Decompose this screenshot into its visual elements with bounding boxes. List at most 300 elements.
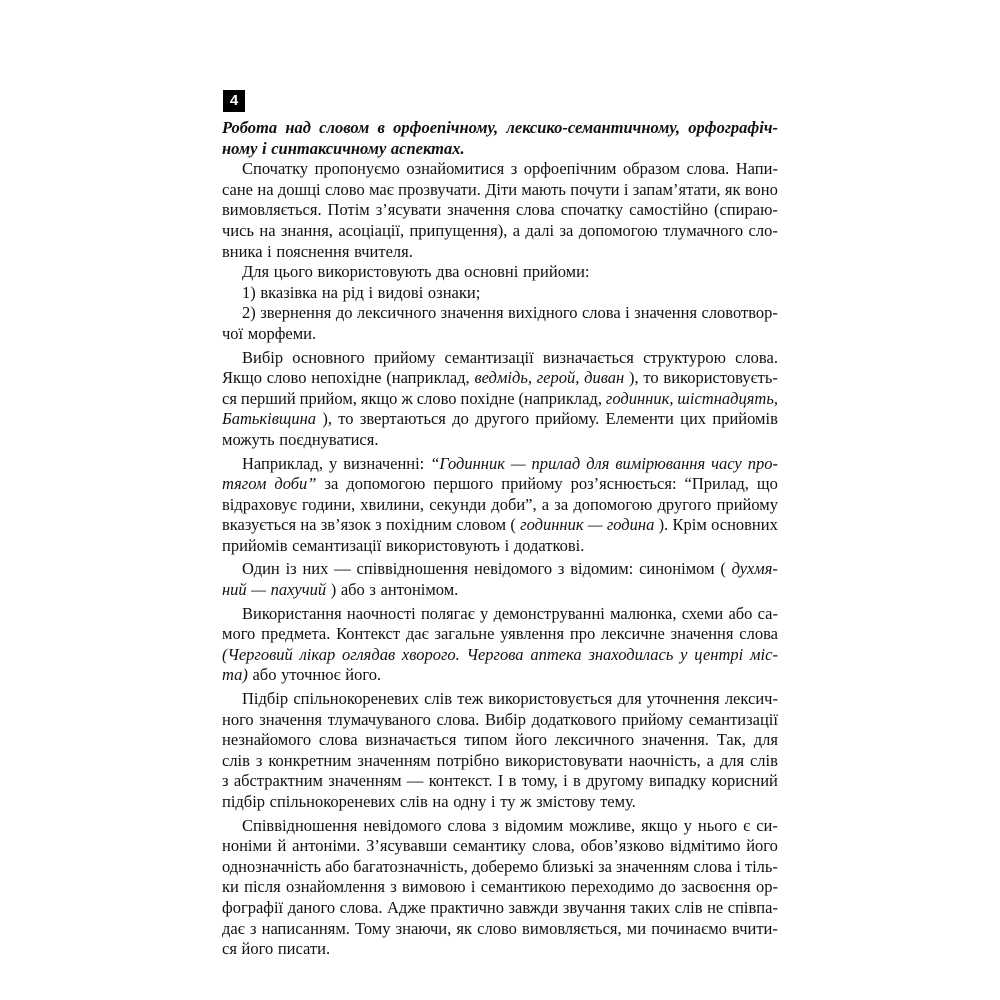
- word: додаткові.: [513, 535, 585, 555]
- word: полягає: [420, 603, 475, 623]
- heading-line: [222, 139, 778, 160]
- word: значення: [440, 303, 504, 323]
- word: до: [659, 877, 676, 897]
- word: знаючи,: [395, 918, 452, 938]
- word: малюнка,: [610, 603, 677, 623]
- word: воно: [744, 179, 778, 199]
- word: або: [252, 665, 277, 685]
- word: є: [743, 815, 751, 835]
- word: відомим:: [570, 559, 634, 579]
- word: ведмідь,: [474, 368, 532, 388]
- paragraph-line: [222, 368, 778, 389]
- word: вимірювання: [615, 453, 706, 473]
- word: для: [719, 750, 745, 770]
- word: типом: [464, 730, 508, 750]
- word: ки: [222, 877, 239, 897]
- word: Крім: [672, 515, 707, 535]
- word: наочності: [346, 603, 416, 623]
- word: цього: [273, 262, 313, 282]
- word: на: [432, 792, 449, 811]
- word: 1): [242, 282, 256, 302]
- word: у: [680, 644, 688, 664]
- word: предмета.: [261, 624, 331, 644]
- word: Вибір: [242, 347, 284, 367]
- paragraph-line: [222, 283, 778, 304]
- word: уточнює: [281, 665, 341, 685]
- word: другому: [586, 771, 644, 791]
- word: з: [390, 877, 397, 897]
- word: диван: [584, 368, 625, 388]
- word: використовувати: [505, 750, 623, 770]
- word: його: [241, 939, 274, 959]
- heading-line: [222, 118, 778, 139]
- word: знання,: [280, 220, 333, 240]
- word: співвідношення: [356, 559, 469, 579]
- word: як: [456, 918, 473, 938]
- word: вихідного: [508, 303, 578, 323]
- word: має: [369, 179, 394, 199]
- word: —: [510, 453, 526, 473]
- word: багатозначність,: [353, 856, 468, 876]
- word: слова.: [436, 709, 480, 729]
- word: і: [267, 241, 272, 261]
- word: годинник,: [605, 388, 674, 408]
- word: семантикою: [480, 877, 566, 897]
- word: орфоепічному,: [393, 118, 499, 137]
- word: пояснення: [276, 241, 350, 261]
- paragraph-line: [222, 180, 778, 201]
- word: можливе,: [569, 815, 636, 835]
- paragraph-line: [222, 348, 778, 369]
- word: основного: [292, 347, 365, 367]
- word: абстрактним: [233, 771, 323, 791]
- word: структурою: [643, 347, 726, 367]
- paragraph-line: [222, 454, 778, 475]
- word: слова,: [531, 836, 575, 856]
- word: слів: [674, 897, 703, 917]
- word: сане: [222, 179, 254, 199]
- word: вимовою: [402, 877, 466, 897]
- word: ся: [222, 939, 237, 959]
- word: Робота: [222, 118, 278, 137]
- word: слова.: [735, 347, 778, 367]
- word: година: [606, 515, 655, 535]
- word: мають: [521, 179, 566, 199]
- word: непохідне: [311, 368, 382, 388]
- word: Якщо: [222, 368, 262, 388]
- word: прийому: [501, 474, 563, 494]
- paragraph-line: [222, 604, 778, 625]
- word: антоніми.: [292, 836, 361, 856]
- word: образом: [622, 159, 680, 179]
- word: додаткового: [531, 709, 617, 729]
- word: використовуєть-: [663, 368, 778, 388]
- word: годинник: [520, 515, 584, 535]
- paragraph-line: [222, 645, 778, 666]
- word: слово: [477, 918, 517, 938]
- word: хворого.: [401, 644, 460, 664]
- word: значення: [447, 200, 511, 220]
- word: контекст.: [428, 771, 493, 791]
- word: а: [512, 220, 521, 240]
- word: або: [340, 580, 365, 600]
- word: нього: [697, 815, 738, 835]
- word: звертаються: [359, 409, 446, 429]
- word: лікар: [299, 644, 336, 664]
- word: відомим: [504, 815, 564, 835]
- word: зв’язок: [320, 515, 371, 535]
- word: для: [586, 453, 610, 473]
- word: прийому.: [535, 409, 600, 429]
- word: спільнокореневих: [269, 792, 396, 811]
- word: духмя-: [731, 559, 778, 579]
- word: демонструванні: [493, 603, 605, 623]
- paragraph-line: [222, 159, 778, 180]
- word: співпа-: [727, 897, 778, 917]
- word: дає: [222, 918, 245, 938]
- word: антонімом.: [380, 580, 459, 600]
- word: доби”: [274, 474, 317, 494]
- word: якщо: [641, 815, 678, 835]
- word: прилад: [531, 453, 581, 473]
- page-body-text: [222, 118, 778, 960]
- word: а: [541, 494, 550, 514]
- word: і: [736, 856, 741, 876]
- word: поєднуватися.: [279, 429, 379, 449]
- word: в: [508, 771, 517, 791]
- word: ),: [322, 409, 332, 429]
- word: З’ясувавши: [366, 836, 448, 856]
- word: до: [452, 409, 469, 429]
- word: спільнокореневих: [293, 689, 419, 709]
- word: асоціації,: [338, 220, 405, 240]
- word: цих: [680, 409, 707, 429]
- word: прийому: [716, 494, 778, 514]
- word: можуть: [222, 429, 275, 449]
- word: семантизації: [292, 535, 382, 555]
- word: уточнення: [646, 689, 720, 709]
- word: семантику: [452, 836, 527, 856]
- word: Підбір: [242, 689, 289, 709]
- word: Наприклад,: [242, 453, 324, 473]
- word: припущення),: [409, 220, 508, 240]
- word: доби”,: [491, 494, 537, 514]
- word: писати.: [277, 939, 331, 959]
- word: Використання: [242, 603, 342, 623]
- paragraph-line: [222, 877, 778, 898]
- word: Вибір: [484, 709, 527, 729]
- word: його.: [345, 665, 382, 685]
- paragraph-line: [222, 857, 778, 878]
- word: тягом: [222, 474, 267, 494]
- word: —: [334, 559, 351, 579]
- word: другого: [475, 409, 530, 429]
- word: шістнадцять,: [677, 388, 778, 408]
- word: відмітимо: [669, 836, 741, 856]
- word: і: [623, 179, 629, 199]
- word: (: [510, 515, 516, 535]
- paragraph-line: [222, 262, 778, 283]
- word: в: [572, 771, 581, 791]
- word: й: [277, 836, 287, 856]
- word: години,: [301, 494, 356, 514]
- word: ор-: [755, 877, 778, 897]
- word: змістову: [536, 792, 596, 811]
- paragraph-line: [222, 221, 778, 242]
- word: однозначність: [222, 856, 322, 876]
- word: що: [756, 474, 778, 494]
- word: Батьківщина: [222, 409, 317, 429]
- word: завжди: [508, 897, 559, 917]
- paragraph-line: [222, 730, 778, 751]
- paragraph-line: [222, 689, 778, 710]
- word: у: [328, 453, 338, 473]
- word: з: [492, 815, 499, 835]
- word: значення: [259, 709, 323, 729]
- word: його: [515, 730, 547, 750]
- word: Потім: [327, 200, 370, 220]
- word: до: [335, 303, 353, 323]
- word: перший: [240, 388, 296, 408]
- word: у: [683, 815, 692, 835]
- word: схеми: [681, 603, 724, 623]
- word: переходимо: [571, 877, 654, 897]
- word: з’ясувати: [375, 200, 442, 220]
- word: для: [753, 730, 778, 750]
- word: випадку: [649, 771, 707, 791]
- word: “Прилад,: [684, 474, 749, 494]
- word: вимовляється.: [222, 200, 322, 220]
- word: орфоепічним: [523, 159, 617, 179]
- word: самостійно: [629, 200, 709, 220]
- word: ми: [626, 918, 647, 938]
- word: невідомого: [363, 815, 442, 835]
- word: звернення: [260, 303, 332, 323]
- word: з: [222, 771, 229, 791]
- word: прийоми:: [522, 262, 590, 282]
- word: прийом,: [299, 388, 357, 408]
- word: (: [720, 559, 726, 579]
- word: дає: [405, 624, 429, 644]
- word: основних: [711, 515, 778, 535]
- word: для: [617, 689, 642, 709]
- word: в: [377, 118, 385, 137]
- word: конкретним: [268, 750, 352, 770]
- word: вника: [222, 241, 263, 261]
- word: тлумачного: [663, 220, 744, 240]
- word: похідне: [460, 388, 515, 408]
- word: чої: [222, 323, 244, 343]
- word: ж: [401, 388, 413, 408]
- word: слова.: [686, 159, 730, 179]
- word: Так,: [716, 730, 746, 750]
- word: використовується: [488, 689, 613, 709]
- word: використовують: [385, 535, 500, 555]
- word: ),: [629, 368, 639, 388]
- word: 2): [242, 303, 256, 323]
- word: про-: [747, 453, 778, 473]
- word: І: [497, 771, 504, 791]
- word: Елементи: [605, 409, 674, 429]
- word: центрі: [694, 644, 744, 664]
- word: з: [369, 580, 376, 600]
- word: написанням.: [261, 918, 350, 938]
- word: Для: [242, 262, 270, 282]
- word: і: [563, 771, 568, 791]
- word: них: [302, 559, 329, 579]
- paragraph-line: [222, 751, 778, 772]
- word: лексико-семантичному,: [506, 118, 681, 137]
- paragraph-line: [222, 200, 778, 221]
- word: сло-: [748, 220, 778, 240]
- word: над: [285, 118, 311, 137]
- word: близькі: [542, 856, 594, 876]
- paragraph-line: [222, 474, 778, 495]
- word: значення: [634, 303, 698, 323]
- word: са-: [757, 603, 778, 623]
- word: значення: [670, 624, 734, 644]
- word: на: [259, 220, 276, 240]
- word: прийому: [621, 709, 684, 729]
- word: слово: [416, 388, 457, 408]
- word: або: [728, 603, 753, 623]
- word: значенням: [357, 750, 431, 770]
- word: даного: [287, 897, 336, 917]
- word: чись: [222, 220, 254, 240]
- word: ): [330, 580, 337, 600]
- word: слова: [693, 856, 733, 876]
- word: —: [251, 580, 266, 600]
- paragraph-line: [222, 515, 778, 536]
- word: тіль-: [744, 856, 778, 876]
- word: синтаксичному: [271, 138, 387, 158]
- word: герой,: [536, 368, 580, 388]
- word: з: [249, 918, 257, 938]
- word: фографії: [222, 897, 284, 917]
- word: прийомів: [712, 409, 778, 429]
- word: його: [746, 836, 778, 856]
- word: оглядав: [342, 644, 396, 664]
- word: ).: [658, 515, 669, 535]
- word: синонімом: [639, 559, 715, 579]
- word: морфеми.: [247, 323, 317, 343]
- word: значенням: [328, 771, 402, 791]
- word: лексичного: [356, 303, 437, 323]
- word: значенням: [616, 856, 690, 876]
- word: визначенні:: [343, 453, 425, 473]
- word: далі: [525, 220, 555, 240]
- word: за: [554, 494, 569, 514]
- word: видові: [377, 282, 424, 302]
- word: звучання: [562, 897, 626, 917]
- word: з: [375, 515, 382, 535]
- word: орфографіч-: [688, 118, 778, 137]
- word: слова.: [339, 897, 383, 917]
- word: ся: [222, 388, 237, 408]
- word: слів: [424, 689, 453, 709]
- word: незнайомого: [222, 730, 312, 750]
- word: прийому: [373, 347, 436, 367]
- word: першого: [433, 474, 494, 494]
- word: практично: [430, 897, 504, 917]
- word: наочність,: [628, 750, 701, 770]
- word: то: [643, 368, 659, 388]
- word: лексичного: [554, 730, 635, 750]
- word: лексич-: [724, 689, 778, 709]
- word: за: [559, 220, 574, 240]
- paragraph-line: [222, 580, 778, 601]
- word: не: [707, 897, 724, 917]
- paragraph-line: [222, 324, 778, 345]
- word: уявлення: [500, 624, 565, 644]
- word: семантизації: [688, 709, 778, 729]
- word: прозвучати.: [398, 179, 481, 199]
- word: засвоєння: [681, 877, 751, 897]
- word: Діти: [485, 179, 518, 199]
- word: ний: [222, 580, 247, 600]
- word: вказується: [222, 515, 297, 535]
- word: Тому: [355, 918, 391, 938]
- word: роз’яснюється:: [570, 474, 677, 494]
- word: спочатку: [560, 200, 624, 220]
- word: хвилини,: [360, 494, 425, 514]
- paragraph-line: [222, 495, 778, 516]
- paragraph-line: [222, 919, 778, 940]
- word: ознаки;: [427, 282, 481, 302]
- word: пахучий: [270, 580, 327, 600]
- word: потрібно: [436, 750, 500, 770]
- word: якщо: [360, 388, 398, 408]
- word: обов’язково: [580, 836, 665, 856]
- word: Співвідношення: [242, 815, 358, 835]
- word: із: [285, 559, 297, 579]
- word: доберемо: [471, 856, 539, 876]
- word: одну: [453, 792, 487, 811]
- word: Чергова: [466, 644, 524, 664]
- word: і: [491, 792, 496, 811]
- word: ознайомитися: [406, 159, 505, 179]
- paragraph-line: [222, 303, 778, 324]
- paragraph-line: [222, 409, 778, 430]
- word: (спираю-: [714, 200, 778, 220]
- word: вчити-: [732, 918, 778, 938]
- word: слова: [318, 730, 358, 750]
- word: і: [262, 138, 267, 158]
- word: та): [222, 665, 248, 685]
- word: за: [598, 856, 612, 876]
- word: (наприклад,: [518, 388, 602, 408]
- paragraph-line: [222, 242, 778, 263]
- section-number-badge: 4: [223, 90, 245, 112]
- word: у: [480, 603, 489, 623]
- word: з: [557, 559, 565, 579]
- word: після: [244, 877, 281, 897]
- word: ному: [222, 138, 258, 158]
- paragraph-line: [222, 816, 778, 837]
- word: вимовляється,: [522, 918, 622, 938]
- word: секунди: [429, 494, 487, 514]
- word: визначається: [365, 730, 457, 750]
- word: часу: [711, 453, 742, 473]
- word: словотвор-: [701, 303, 778, 323]
- word: слова: [516, 200, 555, 220]
- word: значення.: [641, 730, 709, 750]
- word: два: [436, 262, 460, 282]
- word: —: [406, 771, 424, 791]
- word: і: [470, 877, 476, 897]
- word: ознайомлення: [285, 877, 385, 897]
- word: загальне: [434, 624, 495, 644]
